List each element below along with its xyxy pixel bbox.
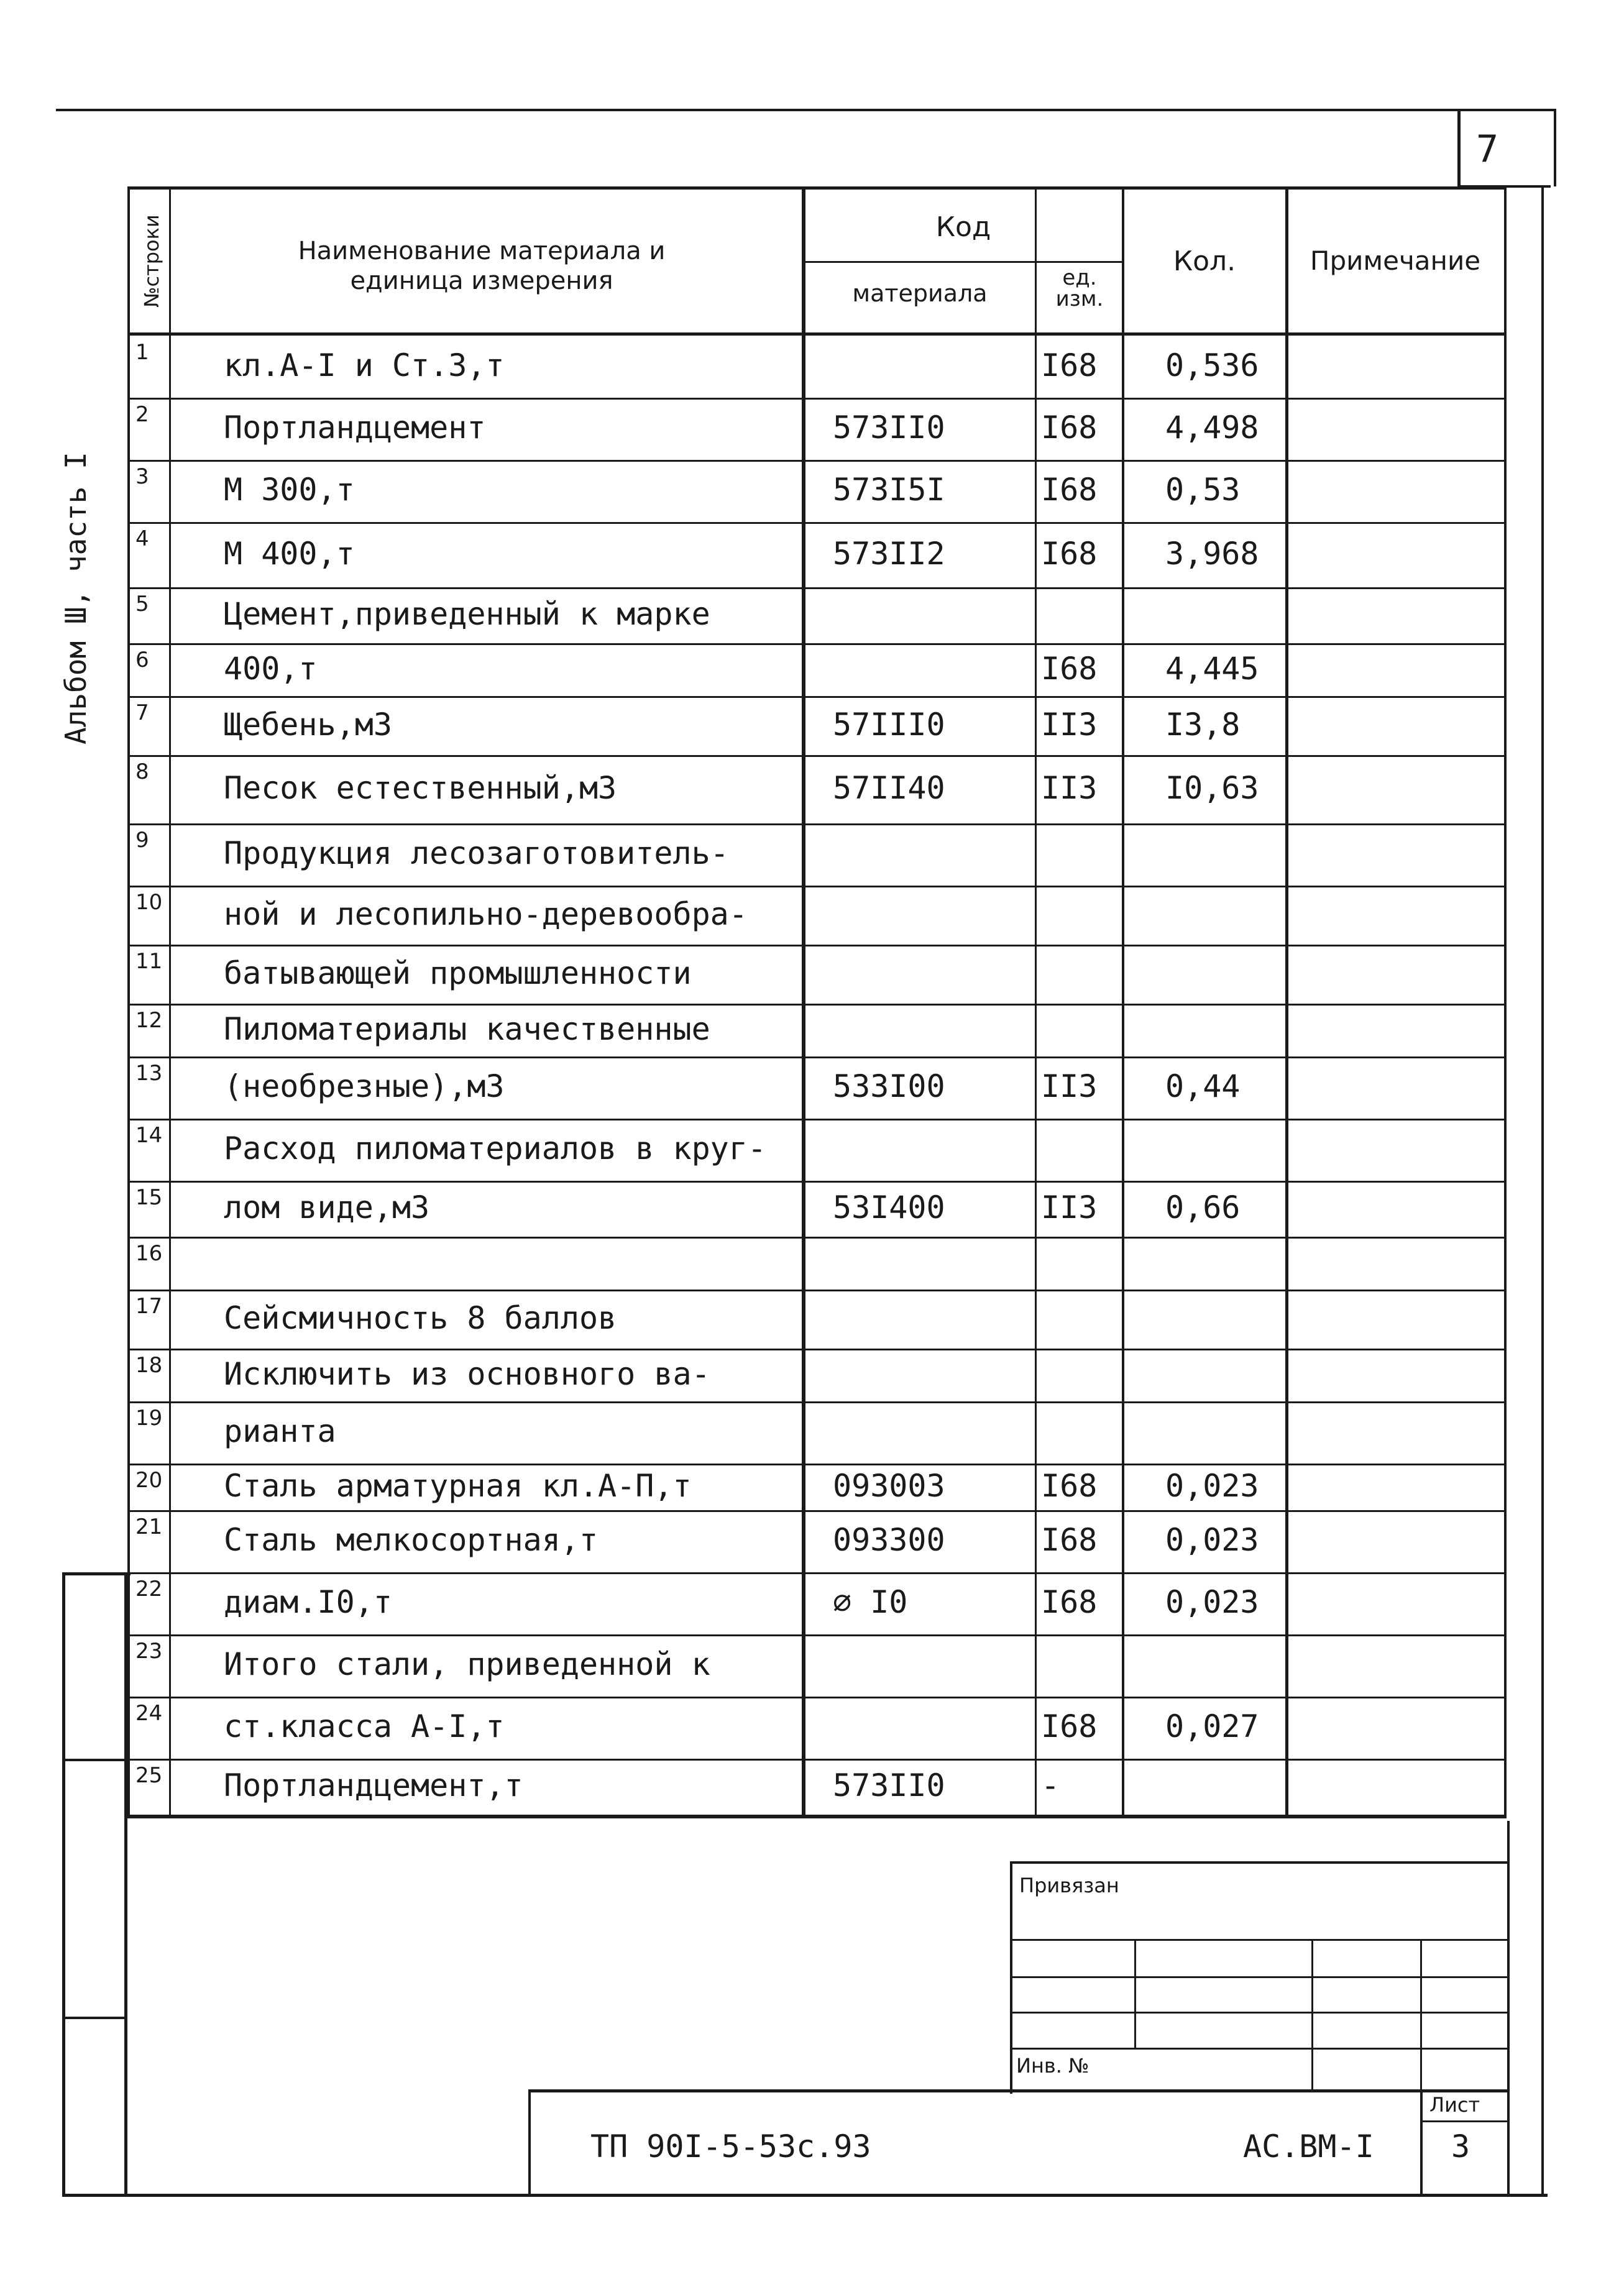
row-unit-code: I68	[1041, 1522, 1098, 1558]
row-divider	[127, 643, 1504, 645]
row-number: 12	[135, 1008, 163, 1033]
page-number-box	[1457, 109, 1556, 186]
row-number: 2	[135, 402, 149, 427]
row-number: 8	[135, 759, 149, 784]
row-quantity: 0,44	[1165, 1068, 1241, 1104]
row-number: 10	[135, 890, 163, 915]
row-material-code: 57II40	[833, 770, 945, 806]
stamp-vline-1	[1134, 1939, 1136, 2048]
row-material-code: 573I5I	[833, 472, 945, 508]
table-right-border	[1504, 186, 1507, 1815]
row-name: Пиломатериалы качественные	[224, 1010, 710, 1047]
row-name: Портландцемент	[224, 410, 486, 446]
row-number: 9	[135, 828, 149, 853]
row-number: 25	[135, 1763, 163, 1788]
row-name: кл.А-I и Ст.3,т	[224, 347, 505, 383]
sheet-number: 3	[1451, 2128, 1470, 2165]
row-divider	[127, 1634, 1504, 1636]
row-divider	[127, 1004, 1504, 1006]
row-divider	[127, 886, 1504, 887]
row-material-code: ∅ I0	[833, 1584, 908, 1620]
row-number: 24	[135, 1701, 163, 1726]
row-unit-code: I68	[1041, 1584, 1098, 1620]
code-header: Код	[935, 211, 991, 243]
note-header: Примечание	[1310, 245, 1481, 276]
row-quantity: I0,63	[1165, 770, 1259, 806]
row-name: Расход пиломатериалов в круг-	[224, 1130, 766, 1166]
row-name: Щебень,м3	[224, 706, 392, 743]
row-material-code: 533I00	[833, 1068, 945, 1104]
row-unit-code: I68	[1041, 1708, 1098, 1744]
row-unit-code: I68	[1041, 347, 1098, 383]
sheet-label: Лист	[1429, 2093, 1480, 2117]
row-unit-code: I68	[1041, 1467, 1098, 1504]
stamp-inv-label: Инв. №	[1016, 2054, 1090, 2078]
row-quantity: 0,023	[1165, 1584, 1259, 1620]
row-unit-code: II3	[1041, 770, 1098, 806]
frame-left	[124, 1572, 127, 2194]
row-name: М 300,т	[224, 472, 355, 508]
row-name: Сталь мелкосортная,т	[224, 1522, 599, 1558]
header-bottom-border	[127, 332, 1504, 336]
row-divider	[127, 696, 1504, 698]
row-material-code: 53I400	[833, 1189, 945, 1226]
row-name: батывающей промышленности	[224, 955, 692, 991]
row-unit-code: I68	[1041, 535, 1098, 572]
row-name: Продукция лесозаготовитель-	[224, 835, 729, 871]
row-quantity: 4,498	[1165, 410, 1259, 446]
left-stamp-column	[62, 1572, 131, 2197]
page-number: 7	[1476, 127, 1499, 171]
col-line-code	[1035, 186, 1037, 1815]
row-divider	[127, 1290, 1504, 1291]
row-number: 15	[135, 1185, 163, 1210]
row-name: (необрезные),м3	[224, 1068, 505, 1104]
row-unit-code: I68	[1041, 472, 1098, 508]
row-material-code: 093300	[833, 1522, 945, 1558]
stamp-line-2	[1010, 1976, 1507, 1978]
row-unit-code: -	[1041, 1767, 1060, 1803]
stamp-line-3	[1010, 2012, 1507, 2014]
row-number: 18	[135, 1353, 163, 1378]
row-name: Итого стали, приведенной к	[224, 1646, 710, 1682]
row-divider	[127, 1401, 1504, 1403]
frame-right	[1541, 186, 1544, 2197]
row-unit-code: II3	[1041, 1189, 1098, 1226]
row-name: диам.I0,т	[224, 1584, 392, 1620]
stamp-line-1	[1010, 1939, 1507, 1941]
doc-number: ТП 90I-5-53с.93	[590, 2128, 871, 2165]
name-header: Наименование материала и единица измерения	[298, 237, 666, 295]
row-name: Песок естественный,м3	[224, 770, 617, 806]
row-no-header: №строки	[140, 214, 163, 308]
row-name: ной и лесопильно-деревообра-	[224, 896, 748, 932]
row-number: 23	[135, 1639, 163, 1664]
row-number: 21	[135, 1514, 163, 1539]
row-quantity: 0,66	[1165, 1189, 1241, 1226]
row-number: 17	[135, 1294, 163, 1319]
row-divider	[127, 1697, 1504, 1698]
table-bottom-border	[127, 1815, 1507, 1818]
album-side-label: Альбом Ш, часть I	[59, 452, 93, 745]
row-number: 5	[135, 592, 149, 616]
row-divider	[127, 1510, 1504, 1512]
row-divider	[127, 1349, 1504, 1350]
row-quantity: I3,8	[1165, 706, 1241, 743]
row-number: 20	[135, 1468, 163, 1493]
row-name: Портландцемент,т	[224, 1767, 523, 1803]
row-number: 11	[135, 949, 163, 974]
col-line-name	[802, 186, 805, 1815]
row-unit-code: II3	[1041, 706, 1098, 743]
col-line-unit	[1122, 186, 1124, 1815]
row-divider	[127, 522, 1504, 524]
row-divider	[127, 587, 1504, 589]
row-material-code: 573II0	[833, 1767, 945, 1803]
row-number: 3	[135, 464, 149, 489]
row-number: 4	[135, 526, 149, 551]
row-unit-code: I68	[1041, 410, 1098, 446]
row-unit-code: II3	[1041, 1068, 1098, 1104]
row-divider	[127, 1572, 1504, 1574]
row-name: М 400,т	[224, 535, 355, 572]
stamp-vline-2	[1311, 1939, 1313, 2091]
table-top-border	[127, 186, 1504, 190]
table-left-border	[127, 186, 130, 1815]
sheet-vline	[1420, 2089, 1423, 2194]
sheet-hline	[1420, 2120, 1507, 2122]
row-quantity: 0,53	[1165, 472, 1241, 508]
left-stamp-divider-1	[62, 1759, 127, 1761]
row-number: 7	[135, 700, 149, 725]
row-number: 13	[135, 1061, 163, 1086]
row-divider	[127, 1119, 1504, 1120]
row-quantity: 0,023	[1165, 1467, 1259, 1504]
row-name: лом виде,м3	[224, 1189, 430, 1226]
row-divider	[127, 1056, 1504, 1058]
row-unit-code: I68	[1041, 650, 1098, 687]
col-line-qty	[1285, 186, 1288, 1815]
stamp-vline-3	[1420, 1939, 1422, 2091]
row-material-code: 573II2	[833, 535, 945, 572]
row-divider	[127, 398, 1504, 400]
row-material-code: 093003	[833, 1467, 945, 1504]
col-line-num	[169, 186, 171, 1815]
row-divider	[127, 1759, 1504, 1761]
stamp-bound-label: Привязан	[1019, 1874, 1119, 1897]
row-divider	[127, 755, 1504, 757]
row-divider	[127, 1181, 1504, 1183]
row-divider	[127, 460, 1504, 462]
row-number: 1	[135, 340, 149, 365]
row-number: 14	[135, 1123, 163, 1148]
row-name: рианта	[224, 1413, 336, 1449]
stamp-line-4	[1010, 2048, 1507, 2050]
row-name: 400,т	[224, 650, 318, 687]
row-number: 6	[135, 648, 149, 672]
row-name: Цемент,приведенный к марке	[224, 596, 710, 632]
doc-code: АС.ВМ-I	[1243, 2128, 1374, 2165]
qty-header: Кол.	[1173, 245, 1236, 277]
row-quantity: 0,023	[1165, 1522, 1259, 1558]
row-material-code: 57III0	[833, 706, 945, 743]
row-quantity: 0,027	[1165, 1708, 1259, 1744]
row-divider	[127, 1464, 1504, 1465]
material-header: материала	[852, 280, 988, 307]
unit-header: ед. изм.	[1055, 265, 1104, 311]
row-name: ст.класса А-I,т	[224, 1708, 505, 1744]
row-name: Сейсмичность 8 баллов	[224, 1299, 617, 1336]
row-number: 16	[135, 1241, 163, 1266]
row-divider	[127, 823, 1504, 825]
row-quantity: 3,968	[1165, 535, 1259, 572]
row-quantity: 4,445	[1165, 650, 1259, 687]
row-name: Исключить из основного ва-	[224, 1355, 710, 1392]
row-name: Сталь арматурная кл.А-П,т	[224, 1467, 692, 1504]
top-rule	[56, 109, 1554, 111]
row-divider	[127, 945, 1504, 946]
row-divider	[127, 1237, 1504, 1239]
left-stamp-divider-2	[62, 2017, 127, 2019]
code-subheader-line	[802, 261, 1122, 263]
row-number: 22	[135, 1577, 163, 1602]
row-number: 19	[135, 1406, 163, 1431]
row-material-code: 573II0	[833, 410, 945, 446]
row-quantity: 0,536	[1165, 347, 1259, 383]
